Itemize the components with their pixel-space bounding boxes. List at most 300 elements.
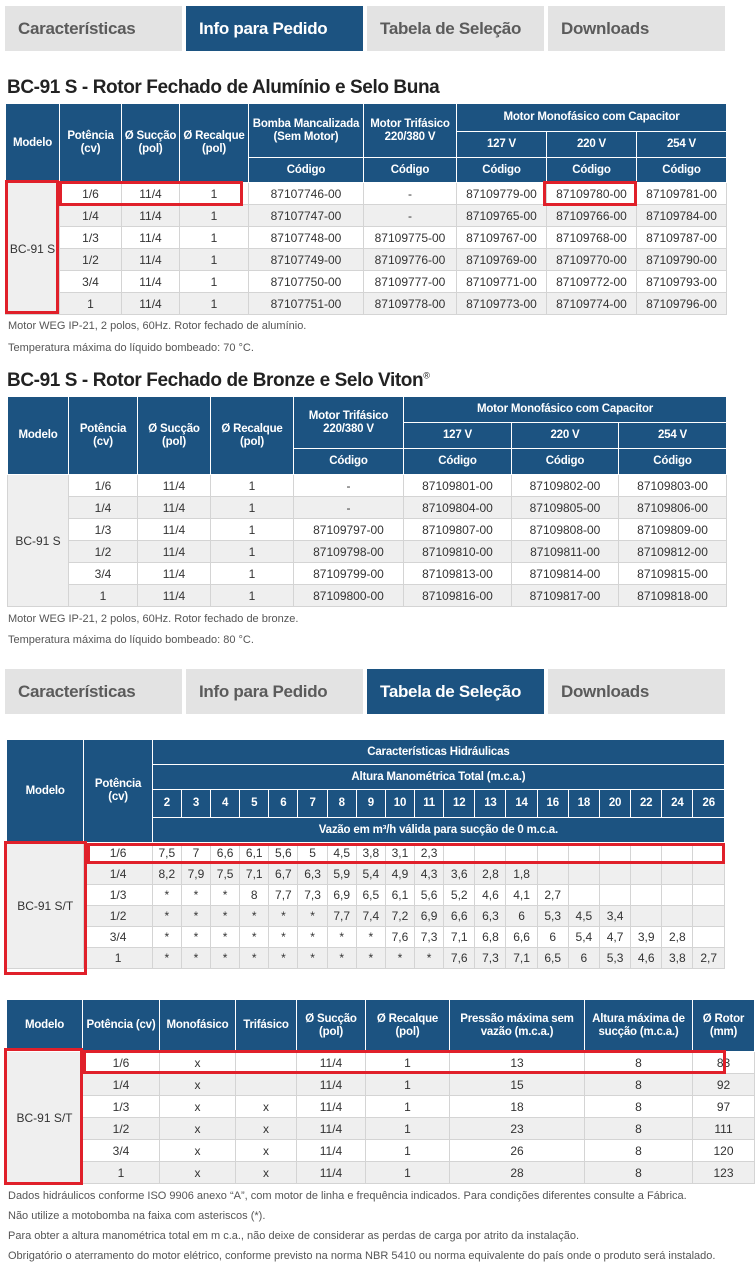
cell-pressao: 18: [450, 1096, 585, 1118]
cell-vazao: 6: [568, 948, 599, 969]
cell-potencia: 1: [83, 1162, 160, 1184]
header-succao: Ø Sucção (pol): [138, 397, 211, 475]
cell-potencia: 1/4: [60, 205, 122, 227]
cell-potencia: 1/3: [60, 227, 122, 249]
cell-vazao: [631, 885, 662, 906]
note-motor: Motor WEG IP-21, 2 polos, 60Hz. Rotor fechado de alumínio.: [8, 320, 307, 332]
header-altura-5: 5: [240, 790, 269, 818]
cell-codigo-254v: 87109781-00: [637, 183, 727, 205]
header-codigo: Código: [457, 158, 547, 183]
cell-vazao: 2,3: [415, 843, 444, 864]
cell-vazao: [693, 843, 725, 864]
cell-recalque: 1: [211, 497, 294, 519]
cell-vazao: 7,9: [181, 864, 210, 885]
cell-recalque: 1: [366, 1118, 450, 1140]
cell-vazao: 2,8: [475, 864, 506, 885]
cell-vazao: 5,3: [537, 906, 568, 927]
cell-vazao: *: [181, 927, 210, 948]
footnote: Não utilize a motobomba na faixa com asteriscos (*).: [8, 1210, 266, 1222]
cell-codigo-trifasico: 87109775-00: [364, 227, 457, 249]
cell-vazao: *: [385, 948, 414, 969]
cell-recalque: 1: [366, 1096, 450, 1118]
table-row: [7, 1052, 755, 1074]
cell-modelo: BC-91 S: [8, 475, 69, 607]
header-recalque: Ø Recalque (pol): [366, 1000, 450, 1052]
cell-potencia: 1/2: [69, 541, 138, 563]
cell-codigo-127v: 87109765-00: [457, 205, 547, 227]
header-220v: 220 V: [512, 423, 619, 449]
header-modelo: Modelo: [7, 740, 84, 843]
cell-recalque: 1: [180, 293, 249, 315]
cell-vazao: 7,1: [240, 864, 269, 885]
cell-potencia: 1/3: [83, 1096, 160, 1118]
section-title-aluminio: BC-91 S - Rotor Fechado de Alumínio e Selo Buna: [7, 77, 440, 98]
cell-vazao: 6,7: [269, 864, 298, 885]
cell-vazao: 7,6: [385, 927, 414, 948]
cell-codigo-trifasico: -: [294, 497, 404, 519]
table-row: [7, 885, 725, 906]
cell-recalque: 1: [180, 271, 249, 293]
table-row: [7, 1096, 755, 1118]
cell-vazao: 7,3: [475, 948, 506, 969]
cell-vazao: 4,6: [475, 885, 506, 906]
cell-codigo-127v: 87109816-00: [404, 585, 512, 607]
cell-succao: 11/4: [138, 475, 211, 497]
cell-potencia: 1/4: [69, 497, 138, 519]
table-row: [8, 519, 727, 541]
cell-trifasico: [236, 1052, 297, 1074]
cell-vazao: 6,5: [537, 948, 568, 969]
tab-downloads[interactable]: Downloads: [548, 669, 725, 714]
tab-caracteristicas[interactable]: Características: [5, 669, 182, 714]
table-row: [8, 497, 727, 519]
cell-potencia: 1/3: [84, 885, 152, 906]
cell-codigo-mancalizada: 87107746-00: [249, 183, 364, 205]
header-254v: 254 V: [619, 423, 727, 449]
cell-recalque: 1: [180, 249, 249, 271]
cell-trifasico: x: [236, 1118, 297, 1140]
cell-codigo-254v: 87109815-00: [619, 563, 727, 585]
cell-vazao: 6,1: [240, 843, 269, 864]
cell-vazao: [662, 885, 693, 906]
cell-recalque: 1: [211, 585, 294, 607]
cell-vazao: *: [240, 948, 269, 969]
cell-recalque: 1: [180, 205, 249, 227]
cell-succao: 11/4: [122, 249, 180, 271]
tab-tabela-de-selecao[interactable]: Tabela de Seleção: [367, 6, 544, 51]
cell-potencia: 1: [69, 585, 138, 607]
header-potencia: Potência (cv): [83, 1000, 160, 1052]
cell-vazao: *: [240, 906, 269, 927]
tab-caracteristicas[interactable]: Características: [5, 6, 182, 51]
cell-altura-succao: 8: [585, 1074, 693, 1096]
header-potencia: Potência (cv): [69, 397, 138, 475]
tab-tabela-de-selecao[interactable]: Tabela de Seleção: [367, 669, 544, 714]
cell-codigo-trifasico: 87109799-00: [294, 563, 404, 585]
cell-vazao: 6,3: [298, 864, 327, 885]
header-motor-trifasico: Motor Trifásico 220/380 V: [364, 104, 457, 158]
cell-vazao: 4,3: [415, 864, 444, 885]
cell-rotor: 97: [693, 1096, 755, 1118]
cell-vazao: *: [269, 906, 298, 927]
cell-vazao: 2,8: [662, 927, 693, 948]
cell-codigo-254v: 87109784-00: [637, 205, 727, 227]
cell-potencia: 1: [60, 293, 122, 315]
cell-vazao: *: [211, 948, 240, 969]
cell-vazao: *: [269, 948, 298, 969]
table-row: [8, 585, 727, 607]
cell-codigo-127v: 87109813-00: [404, 563, 512, 585]
cell-vazao: *: [181, 885, 210, 906]
cell-rotor: 111: [693, 1118, 755, 1140]
cell-codigo-254v: 87109818-00: [619, 585, 727, 607]
cell-vazao: 2,7: [693, 948, 725, 969]
header-succao: Ø Sucção (pol): [297, 1000, 366, 1052]
cell-codigo-127v: 87109779-00: [457, 183, 547, 205]
cell-potencia: 3/4: [69, 563, 138, 585]
tab-info-para-pedido[interactable]: Info para Pedido: [186, 669, 363, 714]
cell-vazao: 6,6: [506, 927, 537, 948]
cell-vazao: 4,5: [327, 843, 356, 864]
cell-recalque: 1: [211, 541, 294, 563]
header-altura-26: 26: [693, 790, 725, 818]
cell-vazao: 5: [298, 843, 327, 864]
cell-vazao: 6,6: [211, 843, 240, 864]
header-modelo: Modelo: [7, 1000, 83, 1052]
header-codigo: Código: [294, 449, 404, 475]
header-220v: 220 V: [547, 132, 637, 158]
cell-codigo-mancalizada: 87107750-00: [249, 271, 364, 293]
cell-codigo-220v: 87109780-00: [547, 183, 637, 205]
cell-codigo-254v: 87109793-00: [637, 271, 727, 293]
table-row: [6, 205, 727, 227]
cell-vazao: *: [298, 948, 327, 969]
header-codigo: Código: [637, 158, 727, 183]
header-altura-12: 12: [444, 790, 475, 818]
header-codigo: Código: [547, 158, 637, 183]
cell-codigo-220v: 87109774-00: [547, 293, 637, 315]
cell-pressao: 23: [450, 1118, 585, 1140]
header-altura-13: 13: [475, 790, 506, 818]
cell-vazao: 1,8: [506, 864, 537, 885]
cell-vazao: [599, 864, 630, 885]
cell-vazao: [631, 864, 662, 885]
cell-vazao: [693, 927, 725, 948]
cell-succao: 11/4: [138, 563, 211, 585]
cell-pressao: 26: [450, 1140, 585, 1162]
header-monofasico: Monofásico: [160, 1000, 236, 1052]
cell-potencia: 3/4: [60, 271, 122, 293]
table-row: [7, 1140, 755, 1162]
header-potencia: Potência (cv): [60, 104, 122, 183]
header-altura-7: 7: [298, 790, 327, 818]
cell-succao: 11/4: [138, 497, 211, 519]
cell-vazao: *: [327, 948, 356, 969]
cell-codigo-mancalizada: 87107751-00: [249, 293, 364, 315]
cell-codigo-trifasico: 87109798-00: [294, 541, 404, 563]
header-127v: 127 V: [457, 132, 547, 158]
header-motor-monofasico: Motor Monofásico com Capacitor: [404, 397, 727, 423]
cell-recalque: 1: [180, 227, 249, 249]
cell-codigo-127v: 87109804-00: [404, 497, 512, 519]
cell-potencia: 3/4: [83, 1140, 160, 1162]
header-altura-6: 6: [269, 790, 298, 818]
cell-vazao: 6,5: [356, 885, 385, 906]
cell-rotor: 83: [693, 1052, 755, 1074]
cell-vazao: 6: [537, 927, 568, 948]
cell-succao: 11/4: [122, 271, 180, 293]
cell-potencia: 3/4: [84, 927, 152, 948]
cell-recalque: 1: [366, 1052, 450, 1074]
table-row: [6, 249, 727, 271]
cell-succao: 11/4: [138, 541, 211, 563]
cell-succao: 11/4: [138, 519, 211, 541]
header-altura-succao: Altura máxima de sucção (m.c.a.): [585, 1000, 693, 1052]
header-rotor: Ø Rotor (mm): [693, 1000, 755, 1052]
cell-vazao: *: [152, 906, 181, 927]
header-altura-20: 20: [599, 790, 630, 818]
cell-vazao: [599, 843, 630, 864]
header-recalque: Ø Recalque (pol): [180, 104, 249, 183]
cell-vazao: *: [211, 885, 240, 906]
cell-codigo-220v: 87109770-00: [547, 249, 637, 271]
cell-codigo-127v: 87109771-00: [457, 271, 547, 293]
header-altura-9: 9: [356, 790, 385, 818]
footnote: Para obter a altura manométrica total em m c.a., não deixe de considerar as perdas de carga por atrito da instalação.: [8, 1230, 580, 1242]
cell-vazao: 6,6: [444, 906, 475, 927]
cell-vazao: 5,9: [327, 864, 356, 885]
tab-bar-selection: [5, 669, 725, 714]
cell-codigo-220v: 87109808-00: [512, 519, 619, 541]
cell-trifasico: x: [236, 1140, 297, 1162]
cell-codigo-220v: 87109766-00: [547, 205, 637, 227]
header-potencia: Potência (cv): [84, 740, 152, 843]
header-modelo: Modelo: [6, 104, 60, 183]
cell-codigo-mancalizada: 87107748-00: [249, 227, 364, 249]
header-vazao: Vazão em m³/h válida para sucção de 0 m.c.a.: [152, 818, 724, 843]
cell-vazao: *: [327, 927, 356, 948]
header-altura-16: 16: [537, 790, 568, 818]
cell-rotor: 92: [693, 1074, 755, 1096]
header-caracteristicas-hidraulicas: Características Hidráulicas: [152, 740, 724, 765]
cell-vazao: 7,3: [415, 927, 444, 948]
cell-vazao: 7,1: [506, 948, 537, 969]
cell-codigo-220v: 87109817-00: [512, 585, 619, 607]
cell-monofasico: x: [160, 1118, 236, 1140]
cell-vazao: 7: [181, 843, 210, 864]
cell-vazao: 3,9: [631, 927, 662, 948]
header-trifasico: Trifásico: [236, 1000, 297, 1052]
header-codigo: Código: [364, 158, 457, 183]
cell-vazao: 3,4: [599, 906, 630, 927]
cell-vazao: *: [181, 948, 210, 969]
cell-vazao: [568, 864, 599, 885]
cell-codigo-220v: 87109772-00: [547, 271, 637, 293]
note-motor: Motor WEG IP-21, 2 polos, 60Hz. Rotor fechado de bronze.: [8, 613, 299, 625]
table-row: [7, 843, 725, 864]
header-altura-4: 4: [211, 790, 240, 818]
cell-vazao: 5,2: [444, 885, 475, 906]
cell-potencia: 1/4: [83, 1074, 160, 1096]
cell-vazao: 7,6: [444, 948, 475, 969]
table-row: [7, 1118, 755, 1140]
cell-codigo-220v: 87109802-00: [512, 475, 619, 497]
cell-vazao: [568, 885, 599, 906]
cell-succao: 11/4: [122, 183, 180, 205]
cell-vazao: [693, 885, 725, 906]
cell-vazao: 6,9: [415, 906, 444, 927]
header-pressao-maxima: Pressão máxima sem vazão (m.c.a.): [450, 1000, 585, 1052]
cell-altura-succao: 8: [585, 1096, 693, 1118]
cell-monofasico: x: [160, 1074, 236, 1096]
cell-vazao: 5,6: [415, 885, 444, 906]
cell-vazao: 4,7: [599, 927, 630, 948]
section-title-bronze: BC-91 S - Rotor Fechado de Bronze e Selo Viton®: [7, 370, 430, 391]
header-modelo: Modelo: [8, 397, 69, 475]
cell-vazao: *: [152, 885, 181, 906]
cell-vazao: 6,3: [475, 906, 506, 927]
cell-vazao: 6: [506, 906, 537, 927]
cell-codigo-254v: 87109812-00: [619, 541, 727, 563]
header-altura-14: 14: [506, 790, 537, 818]
cell-succao: 11/4: [297, 1096, 366, 1118]
cell-pressao: 15: [450, 1074, 585, 1096]
cell-succao: 11/4: [297, 1118, 366, 1140]
cell-codigo-trifasico: 87109778-00: [364, 293, 457, 315]
cell-vazao: *: [152, 927, 181, 948]
cell-vazao: *: [152, 948, 181, 969]
cell-vazao: [662, 843, 693, 864]
table-row: [6, 183, 727, 205]
cell-vazao: [568, 843, 599, 864]
cell-vazao: [662, 906, 693, 927]
cell-vazao: 5,4: [356, 864, 385, 885]
cell-recalque: 1: [180, 183, 249, 205]
cell-codigo-220v: 87109814-00: [512, 563, 619, 585]
table-row: [7, 948, 725, 969]
cell-potencia: 1/6: [84, 843, 152, 864]
cell-codigo-220v: 87109811-00: [512, 541, 619, 563]
tab-info-para-pedido[interactable]: Info para Pedido: [186, 6, 363, 51]
cell-recalque: 1: [366, 1074, 450, 1096]
cell-vazao: [475, 843, 506, 864]
note-temperatura: Temperatura máxima do líquido bombeado: 80 °C.: [8, 634, 254, 646]
cell-potencia: 1/2: [83, 1118, 160, 1140]
pump-spec-table: [6, 999, 755, 1184]
header-altura-2: 2: [152, 790, 181, 818]
cell-codigo-trifasico: 87109776-00: [364, 249, 457, 271]
cell-succao: 11/4: [122, 293, 180, 315]
table-row: [8, 541, 727, 563]
cell-modelo: BC-91 S: [6, 183, 60, 315]
cell-potencia: 1/2: [84, 906, 152, 927]
cell-vazao: *: [356, 927, 385, 948]
cell-codigo-220v: 87109805-00: [512, 497, 619, 519]
header-succao: Ø Sucção (pol): [122, 104, 180, 183]
table-row: [7, 927, 725, 948]
cell-monofasico: x: [160, 1096, 236, 1118]
header-altura-22: 22: [631, 790, 662, 818]
cell-codigo-127v: 87109801-00: [404, 475, 512, 497]
cell-potencia: 1/2: [60, 249, 122, 271]
cell-codigo-mancalizada: 87107749-00: [249, 249, 364, 271]
header-motor-monofasico: Motor Monofásico com Capacitor: [457, 104, 727, 132]
cell-monofasico: x: [160, 1140, 236, 1162]
cell-recalque: 1: [211, 475, 294, 497]
cell-modelo: BC-91 S/T: [7, 1052, 83, 1184]
cell-vazao: 6,1: [385, 885, 414, 906]
cell-codigo-mancalizada: 87107747-00: [249, 205, 364, 227]
cell-codigo-254v: 87109787-00: [637, 227, 727, 249]
cell-vazao: 7,2: [385, 906, 414, 927]
header-altura-18: 18: [568, 790, 599, 818]
cell-vazao: 7,1: [444, 927, 475, 948]
cell-vazao: *: [298, 906, 327, 927]
cell-codigo-trifasico: 87109777-00: [364, 271, 457, 293]
cell-vazao: 5,3: [599, 948, 630, 969]
cell-codigo-254v: 87109790-00: [637, 249, 727, 271]
cell-vazao: 3,8: [356, 843, 385, 864]
cell-vazao: 7,7: [327, 906, 356, 927]
header-codigo: Código: [249, 158, 364, 183]
cell-recalque: 1: [211, 519, 294, 541]
cell-succao: 11/4: [297, 1140, 366, 1162]
table-row: [7, 864, 725, 885]
cell-codigo-254v: 87109806-00: [619, 497, 727, 519]
cell-vazao: *: [298, 927, 327, 948]
tab-bar-top: [5, 6, 725, 51]
cell-altura-succao: 8: [585, 1052, 693, 1074]
cell-potencia: 1/6: [69, 475, 138, 497]
table-row: [7, 906, 725, 927]
cell-trifasico: x: [236, 1162, 297, 1184]
cell-altura-succao: 8: [585, 1140, 693, 1162]
hydraulic-selection-table: [6, 739, 725, 969]
order-table-bronze: [7, 396, 727, 607]
cell-rotor: 123: [693, 1162, 755, 1184]
cell-monofasico: x: [160, 1052, 236, 1074]
header-altura-3: 3: [181, 790, 210, 818]
header-altura-8: 8: [327, 790, 356, 818]
table-row: [8, 563, 727, 585]
header-altura-11: 11: [415, 790, 444, 818]
cell-potencia: 1/3: [69, 519, 138, 541]
note-temperatura: Temperatura máxima do líquido bombeado: 70 °C.: [8, 342, 254, 354]
cell-succao: 11/4: [138, 585, 211, 607]
cell-vazao: [631, 843, 662, 864]
header-motor-trifasico: Motor Trifásico 220/380 V: [294, 397, 404, 449]
cell-vazao: [599, 885, 630, 906]
cell-codigo-trifasico: -: [364, 205, 457, 227]
cell-recalque: 1: [211, 563, 294, 585]
cell-succao: 11/4: [122, 227, 180, 249]
cell-vazao: *: [269, 927, 298, 948]
cell-vazao: *: [211, 927, 240, 948]
cell-vazao: [537, 843, 568, 864]
cell-vazao: 5,4: [568, 927, 599, 948]
cell-potencia: 1: [84, 948, 152, 969]
table-row: [6, 293, 727, 315]
tab-downloads[interactable]: Downloads: [548, 6, 725, 51]
cell-vazao: 8,2: [152, 864, 181, 885]
cell-codigo-trifasico: -: [294, 475, 404, 497]
cell-vazao: 8: [240, 885, 269, 906]
cell-vazao: 4,1: [506, 885, 537, 906]
cell-vazao: *: [181, 906, 210, 927]
cell-modelo: BC-91 S/T: [7, 843, 84, 969]
cell-altura-succao: 8: [585, 1118, 693, 1140]
footnote: Obrigatório o aterramento do motor elétrico, conforme previsto na norma NBR 5410 ou norma equivalente do país onde o produto será instalado.: [8, 1250, 716, 1262]
